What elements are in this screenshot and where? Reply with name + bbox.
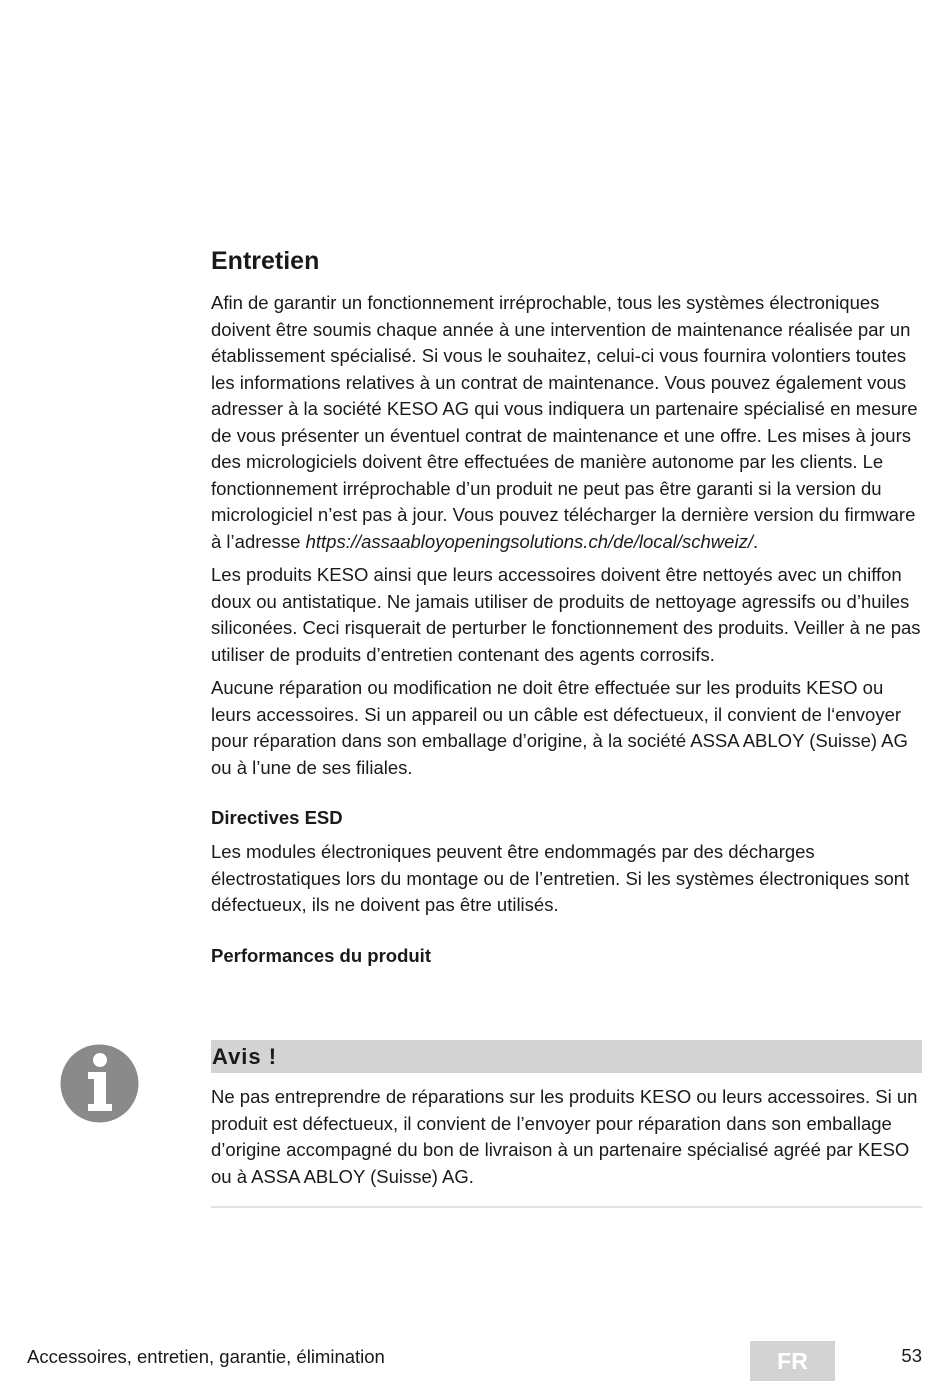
cleaning-paragraph: Les produits KESO ainsi que leurs accessoires doivent être nettoyés avec un chiffon doux ou antistatique. Ne jamais utiliser de produits de nettoyage agressifs ou d’huiles siliconées. Ceci risquerait de perturber le fonctionnement des produits. Veiller à ne pas utiliser de produits d’entretien contenant des agents corrosifs. [211, 564, 921, 665]
notice-divider [211, 1206, 922, 1208]
info-icon [60, 1044, 139, 1123]
language-badge: FR [750, 1341, 835, 1381]
esd-heading: Directives ESD [211, 807, 343, 828]
notice-text: Ne pas entreprendre de réparations sur les produits KESO ou leurs accessoires. Si un produit est défectueux, il convient de l’envoyer pour réparation dans son emballage d’origine accompagné du bon de livraison à un partenaire spécialisé agréé par KESO ou à ASSA ABLOY (Suisse) AG. [211, 1086, 918, 1187]
firmware-url[interactable]: https://assaabloyopeningsolutions.ch/de/local/schweiz/ [305, 530, 753, 552]
url-suffix: . [752, 530, 759, 552]
maintenance-paragraph-1 [211, 290, 923, 555]
performance-heading: Performances du produit [211, 944, 431, 966]
notice-title: Avis ! [212, 1044, 278, 1069]
esd-paragraph: Les modules électroniques peuvent être endommagés par des décharges électrostatiques lors du montage ou de l’entretien. Si les systèmes électroniques sont défectueux, ils ne doivent pas être utilisés. [211, 841, 910, 915]
repair-paragraph: Aucune réparation ou modification ne doit être effectuée sur les produits KESO ou leurs accessoires. Si un appareil ou un câble est défectueux, il convient de l‘envoyer pour réparation dans son emballage d’origine, à la société ASSA ABLOY (Suisse) AG ou à l’une de ses filiales. [211, 677, 908, 778]
maintenance-text: Afin de garantir un fonctionnement irréprochable, tous les systèmes électroniques doivent être soumis chaque année à une intervention de maintenance réalisée par un établissement spécialisé. Si vous le souhaitez, celui-ci vous fournira volontiers toutes les informations relatives à un contrat de maintenance. Vous pouvez également vous adresser à la société KESO AG qui vous indiquera un partenaire spécialisé en mesure de vous présenter un éventuel contrat de maintenance et une offre. Les mises à jours des micrologiciels doivent être effectuées de manière autonome par les clients. Le fonctionnement irréprochable d’un produit ne peut pas être garanti si la version du micrologiciel n’est pas à jour. Vous pouvez télécharger la dernière version du firmware à l’adresse [211, 292, 918, 552]
notice-title-bar [211, 1040, 922, 1073]
section-title: Entretien [211, 247, 320, 275]
page-number: 53 [901, 1345, 922, 1366]
main-content [211, 244, 923, 977]
footer-section-name: Accessoires, entretien, garantie, élimination [27, 1346, 385, 1367]
